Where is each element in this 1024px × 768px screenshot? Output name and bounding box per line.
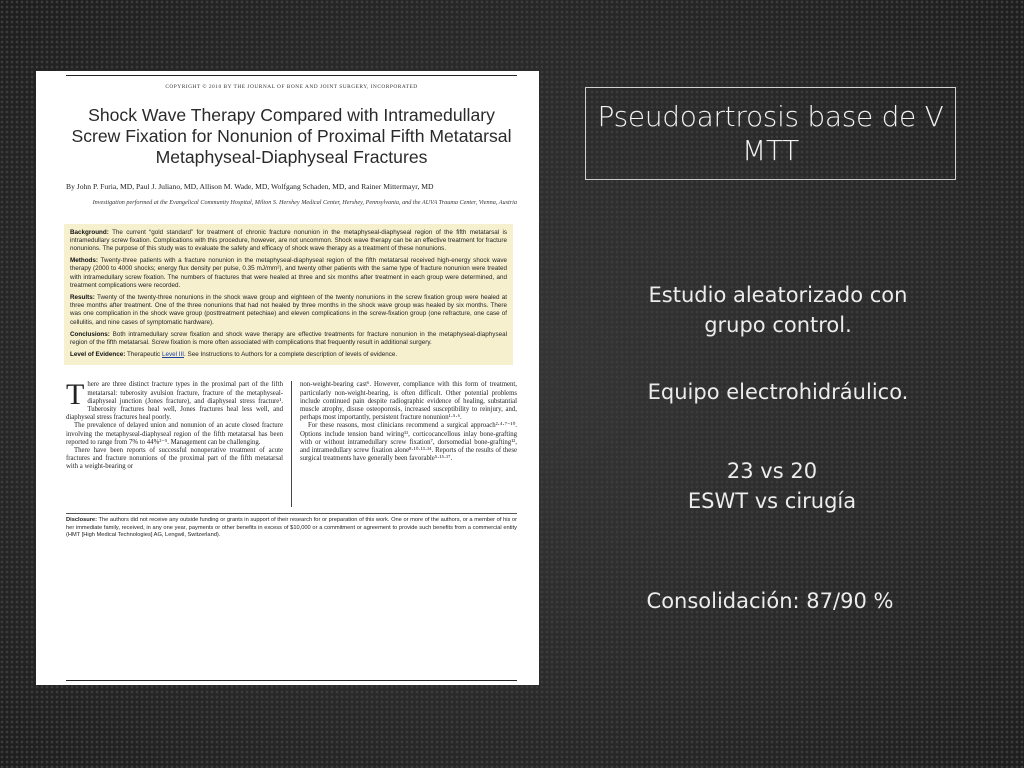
- level-suffix: . See Instructions to Authors for a complete description of levels of evidence.: [184, 351, 398, 359]
- article-authors: By John P. Furia, MD, Paul J. Juliano, MD, Allison M. Wade, MD, Wolfgang Schaden, MD, and Rainer Mittermayr, MD: [66, 182, 434, 191]
- drop-cap: T: [66, 381, 85, 412]
- bottom-rule: [66, 680, 517, 681]
- abstract-conclusions: [70, 331, 507, 347]
- col1-paragraph-3: There have been reports of successful nonoperative treatment of acute fractures and fracture nonunions of the proximal part of the fifth metatarsal with a weight-bearing or: [66, 447, 283, 471]
- disclosure-label: Disclosure:: [66, 517, 97, 524]
- background-label: Background:: [70, 228, 109, 236]
- body-columns: [66, 381, 517, 507]
- abstract-results: [70, 294, 507, 327]
- methods-label: Methods:: [70, 257, 98, 265]
- point-comparison: 23 vs 20 ESWT vs cirugía: [687, 459, 857, 513]
- article-page-image: [36, 71, 539, 685]
- disclosure-text: The authors did not receive any outside funding or grants in support of their research for or preparation of this work. One or more of the authors, or a member of his or her immediate family, received, in any one year, payments or other benefits in excess of $10,000 or a commitment or agreement to provide such benefits from a commercial entity (HMT [High Medical Technologies] AG, Lengwil, Switzerland).: [66, 517, 517, 539]
- conclusions-text: Both intramedullary screw fixation and shock wave therapy are effective treatments for fracture nonunion in the metaphyseal-diaphyseal region of the fifth metatarsal. Screw fixation is more often associated with complications that frequently result in additional surgery.: [70, 330, 507, 347]
- methods-text: Twenty-three patients with a fracture nonunion in the metaphyseal-diaphyseal region of the fifth metatarsal received high-energy shock wave therapy (2000 to 4000 shocks; energy flux density per pulse, 0.35 mJ/mm²), and twenty other patients with the same type of fracture nonunion were treated with intramedullary screw fixation. The numbers of fractures that were healed at three and six months after treatment in each group were determined, and treatment complications were recorded.: [70, 257, 507, 289]
- body-column-right: [300, 381, 517, 507]
- article-institution: Investigation performed at the Evangelical Community Hospital, Milton S. Hershey Medical Center, Hershey, Pennsylvania, and the AUVA Trauma Center, Vienna, Austria: [92, 199, 517, 206]
- level-label: Level of Evidence:: [70, 351, 126, 359]
- col2-paragraph-1: non-weight-bearing cast⁶. However, compliance with this form of treatment, particularly non-weight-bearing, is often difficult. Other potential problems include continued pain despite radiographic evidence of healing, substantial muscle atrophy, disuse osteoporosis, increased susceptibility to reinjury, and, perhaps most importantly, persistent fracture nonunion¹·⁵·⁶.: [300, 381, 517, 422]
- results-label: Results:: [70, 294, 95, 302]
- point-equipment: Equipo electrohidráulico.: [647, 380, 909, 404]
- conclusions-label: Conclusions:: [70, 330, 110, 338]
- disclosure-note: [66, 513, 517, 539]
- article-title: Shock Wave Therapy Compared with Intramedullary Screw Fixation for Nonunion of Proximal Fifth Metatarsal Metaphyseal-Diaphyseal Fractures: [71, 105, 512, 167]
- abstract-background: [70, 229, 507, 254]
- abstract-box: [64, 224, 513, 366]
- slide-title: Pseudoartrosis base de V MTT: [585, 87, 956, 180]
- results-text: Twenty of the twenty-three nonunions in the shock wave group and eighteen of the twenty nonunions in the screw fixation group were healed at three months after treatment. One of the three nonunions that had not healed by three months in the shock wave group was healed by six months. There was one complication in the shock wave group (posttreatment petechiae) and eleven complications in the screw-fixation group (one refracture, one case of cellulitis, and nine cases of symptomatic hardware).: [70, 294, 507, 326]
- level-link[interactable]: Level III: [161, 351, 185, 359]
- top-rule: [66, 75, 517, 76]
- col2-paragraph-2: For these reasons, most clinicians recommend a surgical approach²·⁴·⁷⁻¹⁰. Options include tension band wiring¹¹, corticocancellous inlay bone-grafting with or without intramedullary screw fixation⁷, dorsomedial bone-grafting¹², and intramedullary screw fixation alone⁸·¹⁰·¹³·¹⁴. Reports of the results of these surgical treatments have generally been favorable⁵·¹⁵·¹⁷.: [300, 422, 517, 463]
- point-study-design: Estudio aleatorizado con grupo control.: [648, 283, 908, 337]
- copyright-line: COPYRIGHT © 2010 BY THE JOURNAL OF BONE AND JOINT SURGERY, INCORPORATED: [165, 84, 418, 90]
- body-column-left: [66, 381, 283, 507]
- col1-paragraph-2: The prevalence of delayed union and nonunion of an acute closed fracture involving the metaphyseal-diaphyseal region of the fifth metatarsal has been reported to range from 7% to 44%²⁻⁵. Management can be challenging.: [66, 422, 283, 446]
- abstract-methods: [70, 257, 507, 290]
- col1-paragraph-1: [66, 381, 283, 422]
- column-divider: [291, 381, 292, 507]
- point-consolidation: Consolidación: 87/90 %: [646, 589, 894, 613]
- col1-paragraph-1-text: here are three distinct fracture types in the proximal part of the fifth metatarsal: tuberosity avulsion fracture, fracture of the metaphyseal-diaphyseal junction (Jones fracture), and diaphyseal stress fracture¹. Tuberosity fractures heal well, Jones fractures heal less well, and diaphyseal stress fractures heal poorly.: [66, 381, 283, 422]
- background-text: The current “gold standard” for treatment of chronic fracture nonunion in the metaphyseal-diaphyseal region of the fifth metatarsal is intramedullary screw fixation. Complications with this procedure, however, are not uncommon. Shock wave therapy can be an effective treatment for fracture nonunions. The purpose of this study was to evaluate the safety and efficacy of shock wave therapy as a treatment of these nonunions.: [70, 228, 507, 252]
- abstract-level: [70, 351, 507, 359]
- level-prefix: Therapeutic: [126, 351, 161, 359]
